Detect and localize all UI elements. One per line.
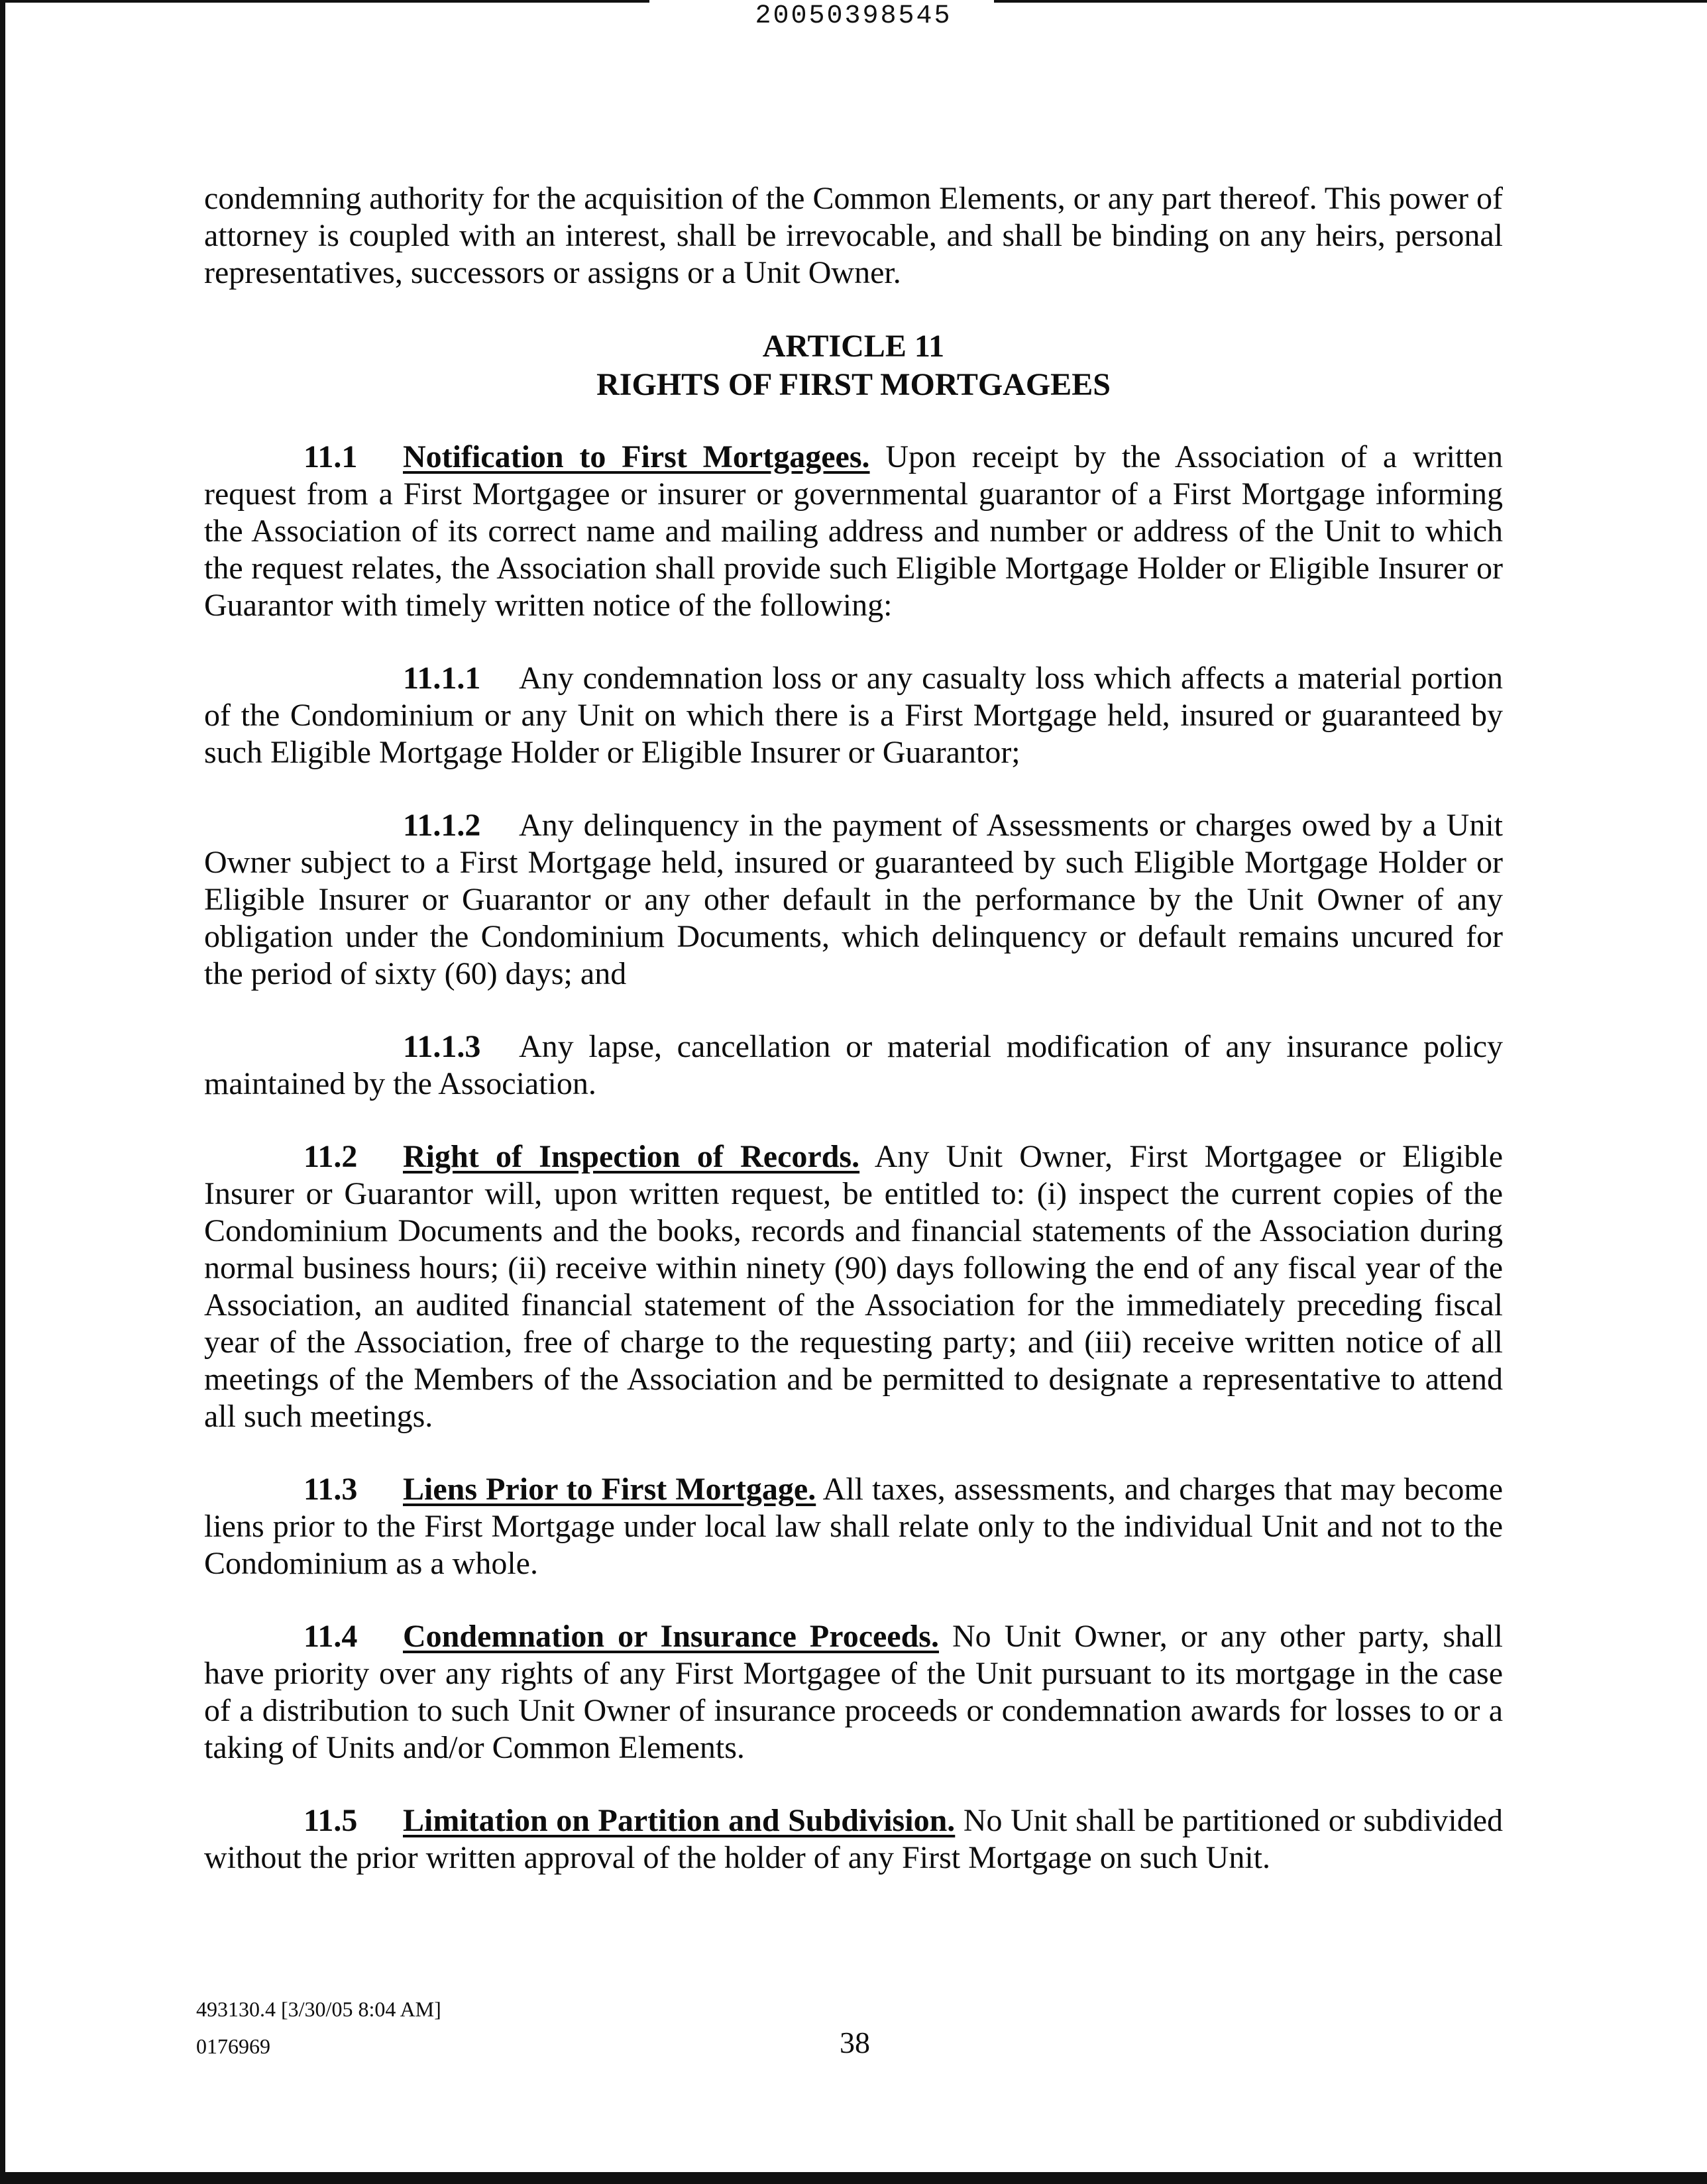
subsection-text: Any condemnation loss or any casualty loss which affects a material portion of the Condominium or any Unit on which there is a First Mortgage held, insured or guaranteed by such Eligible Mortgage Holder or Eligible Insurer or Guarantor; <box>204 661 1503 770</box>
document-number: 20050398545 <box>755 1 952 31</box>
footer-references <box>196 1991 441 2065</box>
section-11-1 <box>204 439 1503 624</box>
subsection-number: 11.1.3 <box>403 1029 481 1064</box>
section-title: Liens Prior to First Mortgage. <box>403 1472 816 1507</box>
scan-bottom-rule <box>0 2172 1707 2184</box>
section-title: Notification to First Mortgagees. <box>403 439 870 474</box>
subsection-11-1-1 <box>204 660 1503 771</box>
footer-client-ref: 0176969 <box>196 2034 270 2058</box>
section-title: Condemnation or Insurance Proceeds. <box>403 1619 939 1654</box>
section-title: Limitation on Partition and Subdivision. <box>403 1803 956 1838</box>
scan-left-edge <box>0 0 5 2184</box>
intro-paragraph: condemning authority for the acquisition of the Common Elements, or any part thereof. This power of attorney is coupled with an interest, shall be irrevocable, and shall be binding on any heirs, personal representatives, successors or assigns or a Unit Owner. <box>204 181 1503 290</box>
subsection-11-1-3 <box>204 1028 1503 1103</box>
subsection-number: 11.1.2 <box>403 808 481 843</box>
section-11-3 <box>204 1471 1503 1582</box>
section-text: Upon receipt by the Association of a written request from a First Mortgagee or insurer or governmental guarantor of a First Mortgage informing the Association of its correct name and mailing address and number or address of the Unit to which the request relates, the Association shall provide such Eligible Mortgage Holder or Eligible Insurer or Guarantor with timely written notice of the following: <box>204 439 1503 623</box>
section-number: 11.2 <box>303 1139 358 1174</box>
article-heading <box>204 327 1503 404</box>
section-text: No Unit shall be partitioned or subdivided without the prior written approval of the holder of any First Mortgage on such Unit. <box>204 1803 1504 1875</box>
subsection-number: 11.1.1 <box>403 661 481 696</box>
subsection-11-1-2 <box>204 807 1503 993</box>
section-11-5 <box>204 1802 1503 1877</box>
page-number: 38 <box>840 2026 870 2059</box>
article-title: RIGHTS OF FIRST MORTGAGEES <box>596 367 1111 402</box>
subsection-text: Any delinquency in the payment of Assessments or charges owed by a Unit Owner subject to a First Mortgage held, insured or guaranteed by such Eligible Mortgage Holder or Eligible Insurer or Guarantor or any other default in the performance by the Unit Owner of any obligation under the Condominium Documents, which delinquency or default remains uncured for the period of sixty (60) days; and <box>204 808 1503 991</box>
section-11-2 <box>204 1138 1503 1435</box>
section-text: Any Unit Owner, First Mortgagee or Eligible Insurer or Guarantor will, upon written request, be entitled to: (i) inspect the current copies of the Condominium Documents and the books, records and financial statements of the Association during normal business hours; (ii) receive within ninety (90) days following the end of any fiscal year of the Association, an audited financial statement of the Association for the immediately preceding fiscal year of the Association, free of charge to the requesting party; and (iii) receive written notice of all meetings of the Members of the Association and be permitted to designate a representative to attend all such meetings. <box>204 1139 1503 1434</box>
section-11-4 <box>204 1618 1503 1767</box>
footer-doc-ref: 493130.4 [3/30/05 8:04 AM] <box>196 1997 441 2021</box>
section-text: No Unit Owner, or any other party, shall have priority over any rights of any First Mortgagee of the Unit pursuant to its mortgage in the case of a distribution to such Unit Owner of insurance proceeds or condemnation awards for losses to or a taking of Units and/or Common Elements. <box>204 1619 1503 1765</box>
section-number: 11.5 <box>303 1803 358 1838</box>
section-number: 11.1 <box>303 439 358 474</box>
page-body <box>204 180 1503 1912</box>
subsection-text: Any lapse, cancellation or material modification of any insurance policy maintained by the Association. <box>204 1029 1503 1101</box>
section-text: All taxes, assessments, and charges that may become liens prior to the First Mortgage under local law shall relate only to the individual Unit and not to the Condominium as a whole. <box>204 1472 1504 1581</box>
section-number: 11.4 <box>303 1619 358 1654</box>
section-number: 11.3 <box>303 1472 358 1507</box>
section-title: Right of Inspection of Records. <box>403 1139 860 1174</box>
article-number: ARTICLE 11 <box>762 329 945 364</box>
